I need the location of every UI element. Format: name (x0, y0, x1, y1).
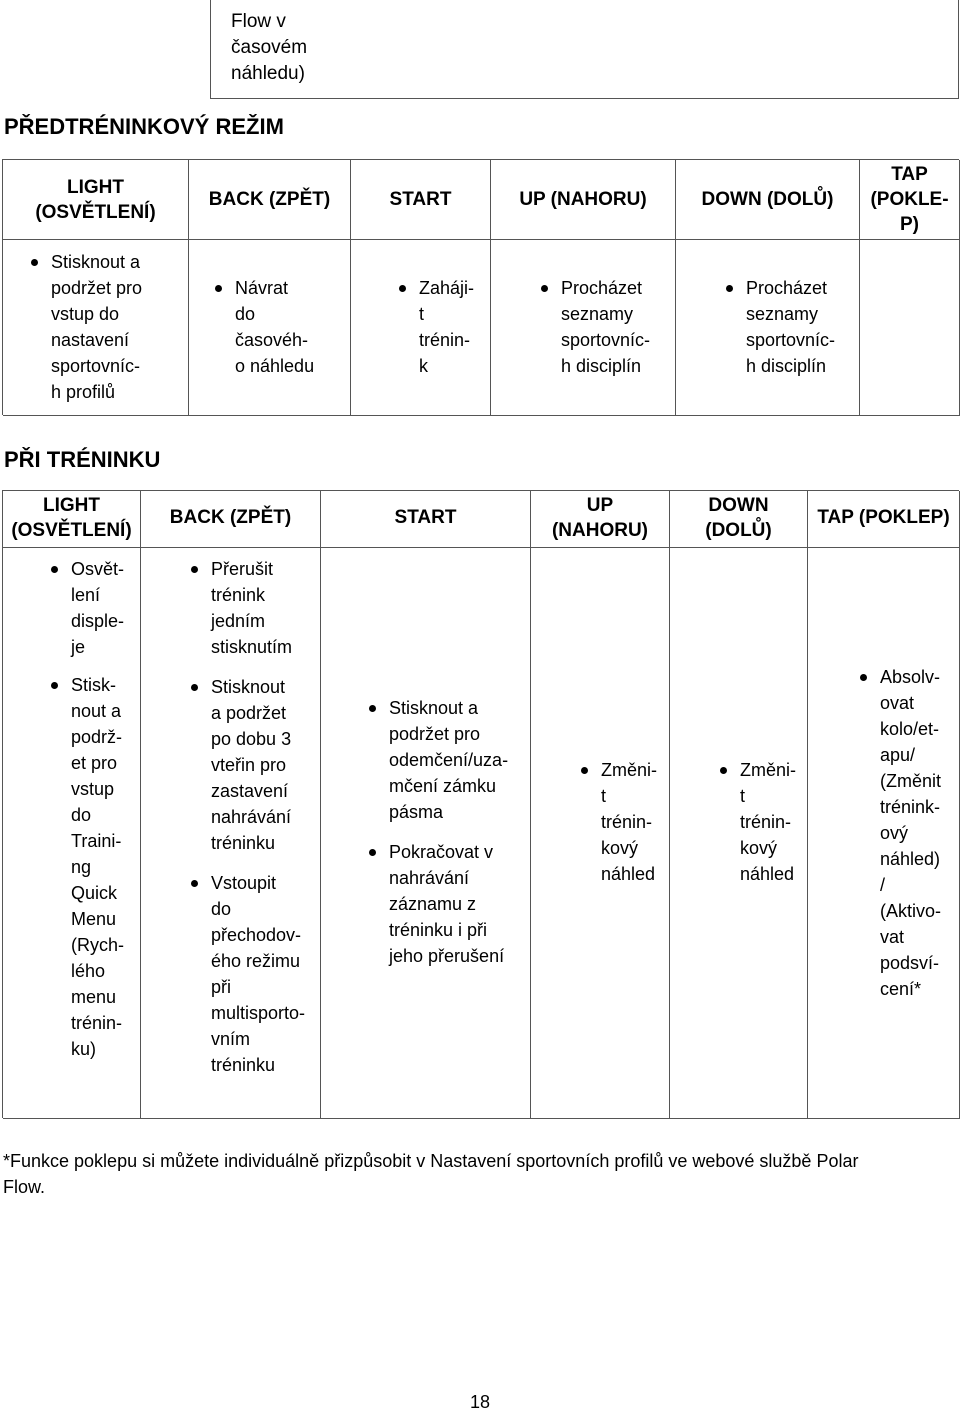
continued-line-1: Flow v (231, 11, 286, 32)
section-title-pre-training: PŘEDTRÉNINKOVÝ REŽIM (4, 114, 284, 139)
down-list-item: Změni- t trénin- kový náhled (716, 757, 807, 887)
light-cell (3, 548, 141, 1119)
start-list-item: Zaháji- t trénin- k (395, 275, 490, 379)
header-up: UP (NAHORU) (491, 160, 676, 240)
light-list-item: Osvět- lení disple- je (47, 556, 140, 660)
up-list-item: Procházet seznamy sportovníc- h disciplín (537, 275, 675, 379)
back-cell (189, 240, 351, 416)
page-number: 18 (469, 1392, 491, 1412)
back-list-item: Stisknout a podržet po dobu 3 vteřin pro zastavení nahrávání tréninku (187, 674, 320, 856)
tap-cell (808, 548, 960, 1119)
light-list-item: Stisknout a podržet pro vstup do nastavení sportovníc- h profilů (27, 249, 188, 405)
start-cell (321, 548, 531, 1119)
continued-line-2: časovém (231, 37, 308, 58)
continued-cell (210, 0, 959, 99)
header-back: BACK (ZPĚT) (141, 491, 321, 548)
footnote (3, 1148, 953, 1200)
header-start: START (321, 491, 531, 548)
down-cell (670, 548, 808, 1119)
header-tap: TAP (POKLEP) (808, 491, 960, 548)
header-light: LIGHT (OSVĚTLENÍ) (3, 160, 189, 240)
header-up: UP (NAHORU) (531, 491, 670, 548)
back-list-item: Návrat do časovéh- o náhledu (211, 275, 350, 379)
back-cell (141, 548, 321, 1119)
down-cell (676, 240, 860, 416)
tap-cell (860, 240, 960, 416)
header-down: DOWN (DOLŮ) (676, 160, 860, 240)
start-cell (351, 240, 491, 416)
footnote-line-2: Flow. (3, 1177, 46, 1197)
up-cell (531, 548, 670, 1119)
light-list-item: Stisk- nout a podrž- et pro vstup do Traini- ng Quick Menu (Rych- lého menu trénin- ku) (47, 672, 140, 1062)
start-list-item: Pokračovat v nahrávání záznamu z tréninku i při jeho přerušení (365, 839, 530, 969)
header-light: LIGHT (OSVĚTLENÍ) (3, 491, 141, 548)
tap-list-item: Absolv- ovat kolo/et- apu/ (Změnit trénink- ový náhled) / (Aktivo- vat podsví- cení* (856, 664, 959, 1002)
up-cell (491, 240, 676, 416)
header-start: START (351, 160, 491, 240)
light-cell (3, 240, 189, 416)
header-tap: TAP (POKLE- P) (860, 160, 960, 240)
during-training-table (2, 490, 959, 1118)
back-list-item: Přerušit trénink jedním stisknutím (187, 556, 320, 660)
continued-line-3: náhledu) (231, 63, 305, 84)
down-list-item: Procházet seznamy sportovníc- h disciplín (722, 275, 859, 379)
pre-training-table (2, 159, 959, 415)
header-down: DOWN (DOLŮ) (670, 491, 808, 548)
start-list-item: Stisknout a podržet pro odemčení/uza- mčení zámku pásma (365, 695, 530, 825)
section-title-during-training: PŘI TRÉNINKU (4, 447, 161, 472)
footnote-line-1: *Funkce poklepu si můžete individuálně přizpůsobit v Nastavení sportovních profilů ve webové službě Polar (3, 1151, 859, 1171)
back-list-item: Vstoupit do přechodov- ého režimu při multisporto- vním tréninku (187, 870, 320, 1078)
header-back: BACK (ZPĚT) (189, 160, 351, 240)
up-list-item: Změni- t trénin- kový náhled (577, 757, 669, 887)
